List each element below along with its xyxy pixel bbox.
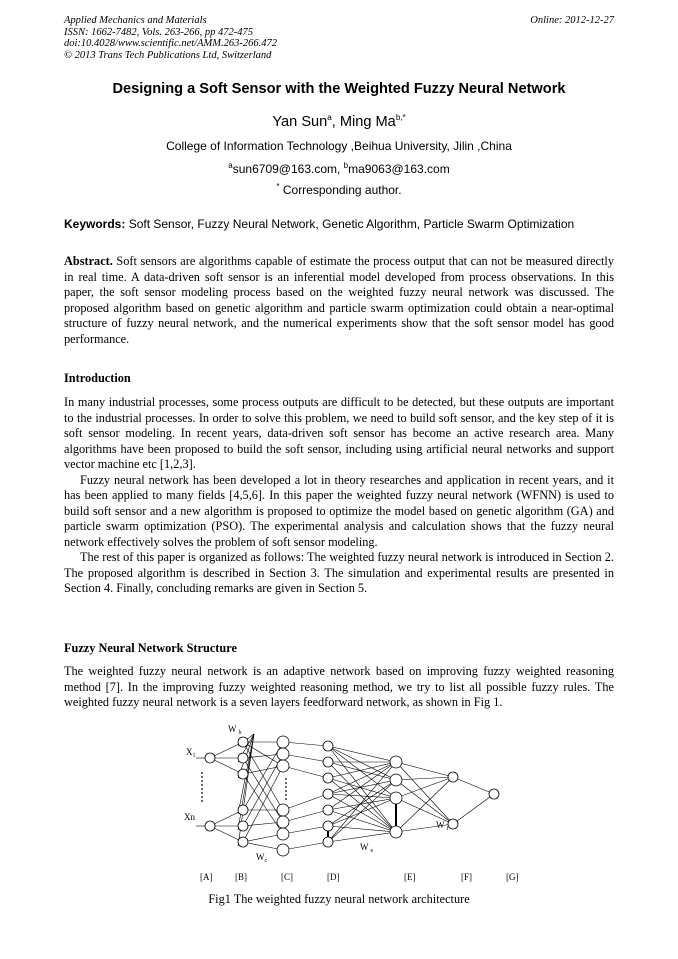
- fnn-body: [64, 664, 614, 711]
- email-line: [0, 161, 678, 176]
- affiliation: College of Information Technology ,Beihua University, Jilin ,China: [166, 139, 512, 153]
- intro-paragraph-1: In many industrial processes, some process outputs are difficult to be detected, but these outputs are important to the industrial processes. In order to solve this problem, we need to build soft sensor, and the key step of it is soft sensor modeling. In recent years, data-driven soft sensor has become an active research area. Many algorithms have been proposed to build the soft sensor, including using artificial neural networks and support vector machine etc [1,2,3].: [64, 395, 614, 471]
- keywords: [64, 217, 624, 231]
- keywords-label: Keywords:: [64, 217, 126, 231]
- label-we: W $_e$: [360, 842, 374, 854]
- email-b-sup: b: [343, 161, 349, 170]
- intro-body: [64, 395, 614, 597]
- copyright-line: © 2013 Trans Tech Publications Ltd, Switzerland: [64, 49, 272, 61]
- journal-name: Applied Mechanics and Materials: [64, 15, 207, 26]
- nodes: [205, 736, 499, 856]
- email-a: sun6709@163.com,: [232, 162, 344, 176]
- keywords-text: Soft Sensor, Fuzzy Neural Network, Genetic Algorithm, Particle Swarm Optimization: [125, 217, 575, 231]
- layer-label-g: [G]: [506, 872, 518, 882]
- author-1: Yan Sun: [272, 113, 328, 130]
- email-a-sup: a: [228, 161, 233, 170]
- layer-label-e: [E]: [404, 872, 416, 882]
- corresponding-sup: *: [276, 182, 280, 191]
- abstract: [64, 254, 614, 347]
- label-wf: W $_f$: [436, 820, 449, 832]
- label-x1: $X_1$: [186, 747, 196, 759]
- connections: [196, 734, 494, 850]
- author-2: Ming Ma: [339, 113, 396, 130]
- author-1-sup: a: [327, 113, 332, 122]
- journal-header: [64, 15, 277, 61]
- network-figure: [178, 722, 518, 890]
- layer-label-d: [D]: [327, 872, 340, 882]
- paper-title: Designing a Soft Sensor with the Weighted Fuzzy Neural Network: [112, 81, 566, 97]
- corresponding-note: [0, 182, 678, 197]
- layer-label-b: [B]: [235, 872, 247, 882]
- online-date: Online: 2012-12-27: [530, 15, 614, 26]
- author-line: [0, 113, 678, 130]
- layer-label-c: [C]: [281, 872, 293, 882]
- doi-line: doi:10.4028/www.scientific.net/AMM.263-266.472: [64, 38, 277, 49]
- author-separator: ,: [331, 113, 340, 130]
- issn-line: ISSN: 1662-7482, Vols. 263-266, pp 472-475: [64, 26, 253, 38]
- abstract-text: Soft sensors are algorithms capable of estimate the process output that can not be measured directly in real time. A data-driven soft sensor is an inferential model developed from process observations. In this paper, the soft sensor modeling process based on the weighted fuzzy neural network was discussed. The proposed algorithm based on genetic algorithm and particle swarm optimization could obtain a near-optimal structure of fuzzy neural network, and the numerical experiments show that the soft sensor model has good performance.: [64, 254, 614, 346]
- corresponding-text: Corresponding author.: [279, 183, 402, 197]
- intro-heading: Introduction: [64, 371, 131, 385]
- network-diagram: [178, 722, 518, 890]
- fnn-paragraph-1: The weighted fuzzy neural network is an adaptive network based on improving fuzzy weighted reasoning method [7]. In the improving fuzzy weighted reasoning method, we try to list all possible fuzzy rules. The weighted fuzzy neural network is a seven layers feedforward network, as shown in Fig 1.: [64, 664, 614, 709]
- author-2-sup: b,*: [395, 113, 406, 122]
- intro-paragraph-2: Fuzzy neural network has been developed a lot in theory researches and application in recent years, and it has been applied to many fields [4,5,6]. In this paper the weighted fuzzy neural network (WFNN) is used to build soft sensor and a new algorithm is proposed to optimize the model based on genetic algorithm (GA) and particle swarm optimization (PSO). The experimental analysis and calculation shows that the fuzzy neural network effectively solves the problem of soft sensor modeling.: [64, 472, 614, 549]
- email-b: ma9063@163.com: [348, 162, 450, 176]
- figure-caption: Fig1 The weighted fuzzy neural network architecture: [208, 892, 470, 906]
- fnn-heading: Fuzzy Neural Network Structure: [64, 641, 237, 655]
- label-wc: $W_c$: [256, 852, 268, 864]
- abstract-label: Abstract.: [64, 254, 113, 268]
- layer-label-a: [A]: [200, 872, 213, 882]
- label-wb: W $_b$: [228, 724, 242, 736]
- layer-label-f: [F]: [461, 872, 472, 882]
- intro-paragraph-3: The rest of this paper is organized as follows: The weighted fuzzy neural network is introduced in Section 2. The proposed algorithm is described in Section 3. The simulation and experimental results are presented in Section 4. Finally, concluding remarks are given in Section 5.: [64, 550, 614, 595]
- label-xn: Xn: [184, 812, 195, 822]
